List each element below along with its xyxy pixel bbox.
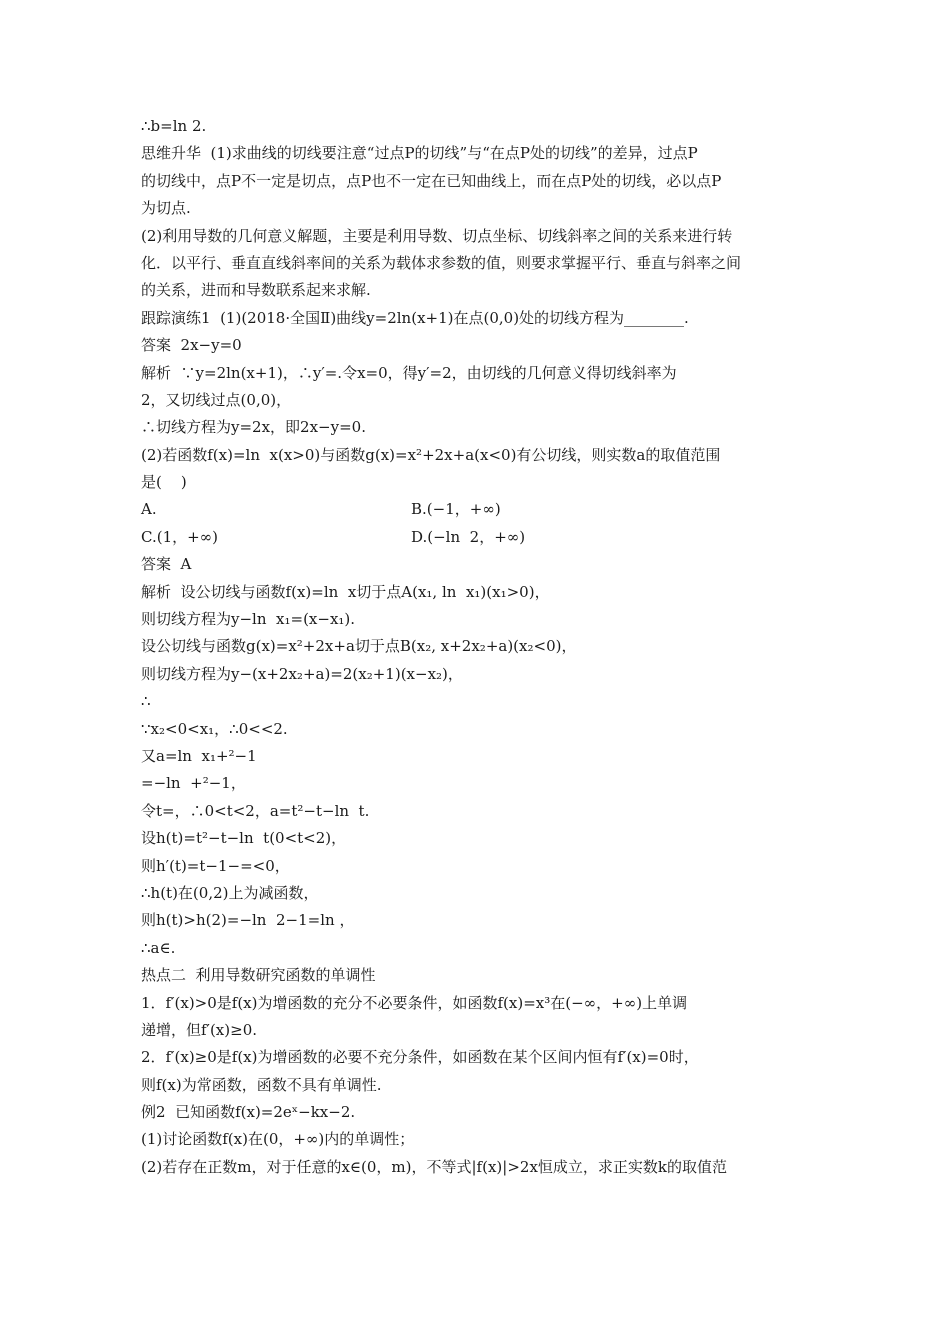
answer-line: 答案 2x−y=0 (141, 336, 242, 355)
choice-d: D.(−ln 2，+∞) (411, 527, 526, 546)
choice-c: C.(1，+∞) (141, 527, 219, 546)
choice-b: B.(−1，+∞) (411, 500, 501, 519)
text-line: 设h(t)=t²−t−ln t(0<t<2)， (141, 829, 347, 848)
text-line: (1)讨论函数f(x)在(0，+∞)内的单调性； (141, 1130, 415, 1149)
section-heading: 热点二 利用导数研究函数的单调性 (141, 966, 376, 985)
text-line: (2)利用导数的几何意义解题，主要是利用导数、切点坐标、切线斜率之间的关系来进行转 (141, 226, 733, 245)
answer-line: 答案 A (141, 555, 192, 574)
summary-heading-line: 思维升华 (1)求曲线的切线要注意“过点P的切线”与“在点P处的切线”的差异，过点P (141, 144, 698, 163)
text-line: ∴b=ln 2. (141, 117, 207, 135)
text-line: 令t=，∴0<t<2，a=t²−t−ln t. (141, 801, 370, 820)
text-line: ∴a∈. (141, 938, 176, 957)
question-line: (2)若函数f(x)=ln x(x>0)与函数g(x)=x²+2x+a(x<0)有公切线，则实数a的取值范围 (141, 445, 721, 464)
text-line: 则f(x)为常函数，函数不具有单调性. (141, 1075, 382, 1094)
text-line: 为切点. (141, 199, 191, 218)
text-line: ∴切线方程为y=2x，即2x−y=0. (141, 418, 366, 437)
text-line: 的切线中，点P不一定是切点，点P也不一定在已知曲线上，而在点P处的切线，必以点P (141, 171, 722, 190)
text-line: ∴h(t)在(0,2)上为减函数， (141, 883, 319, 902)
text-line: 则h′(t)=t−1−=<0， (141, 856, 290, 875)
text-line: 2，又切线过点(0,0)， (141, 390, 292, 409)
exercise-question-line: 跟踪演练1 (1)(2018·全国Ⅱ)曲线y=2ln(x+1)在点(0,0)处的切线方程为________. (141, 308, 689, 327)
text-line: 则切线方程为y−(x+2x₂+a)=2(x₂+1)(x−x₂)， (141, 664, 463, 683)
text-line: 化．以平行、垂直直线斜率间的关系为载体求参数的值，则要求掌握平行、垂直与斜率之间 (141, 253, 742, 272)
text-line: 的关系，进而和导数联系起来求解. (141, 281, 371, 300)
text-line: 2．f′(x)≥0是f(x)为增函数的必要不充分条件，如函数在某个区间内恒有f′(x)=0时， (141, 1048, 699, 1067)
choice-row (141, 524, 821, 551)
document-page (141, 113, 821, 1181)
text-line: (2)若存在正数m，对于任意的x∈(0，m)，不等式|f(x)|>2x恒成立，求正实数k的取值范 (141, 1157, 727, 1176)
text-line: 1．f′(x)>0是f(x)为增函数的充分不必要条件，如函数f(x)=x³在(−∞，+∞)上单调 (141, 993, 688, 1012)
analysis-line: 解析 ∵y=2ln(x+1)，∴y′=.令x=0，得y′=2，由切线的几何意义得切线斜率为 (141, 363, 677, 382)
analysis-line: 解析 设公切线与函数f(x)=ln x切于点A(x₁, ln x₁)(x₁>0)， (141, 582, 550, 601)
choice-a: A. (141, 500, 157, 519)
text-line: 设公切线与函数g(x)=x²+2x+a切于点B(x₂, x+2x₂+a)(x₂<0)， (141, 637, 577, 656)
choice-row (141, 496, 821, 523)
text-line: ∴ (141, 692, 151, 711)
example-heading: 例2 已知函数f(x)=2eˣ−kx−2. (141, 1103, 356, 1122)
text-line: 则h(t)>h(2)=−ln 2−1=ln ， (141, 911, 355, 930)
text-line: 是( ) (141, 473, 187, 492)
text-line: =−ln +²−1， (141, 774, 246, 793)
text-line: 递增，但f′(x)≥0. (141, 1020, 258, 1039)
text-line: 又a=ln x₁+²−1 (141, 746, 257, 765)
text-line: 则切线方程为y−ln x₁=(x−x₁). (141, 610, 356, 629)
text-line: ∵x₂<0<x₁，∴0<<2. (141, 719, 288, 738)
